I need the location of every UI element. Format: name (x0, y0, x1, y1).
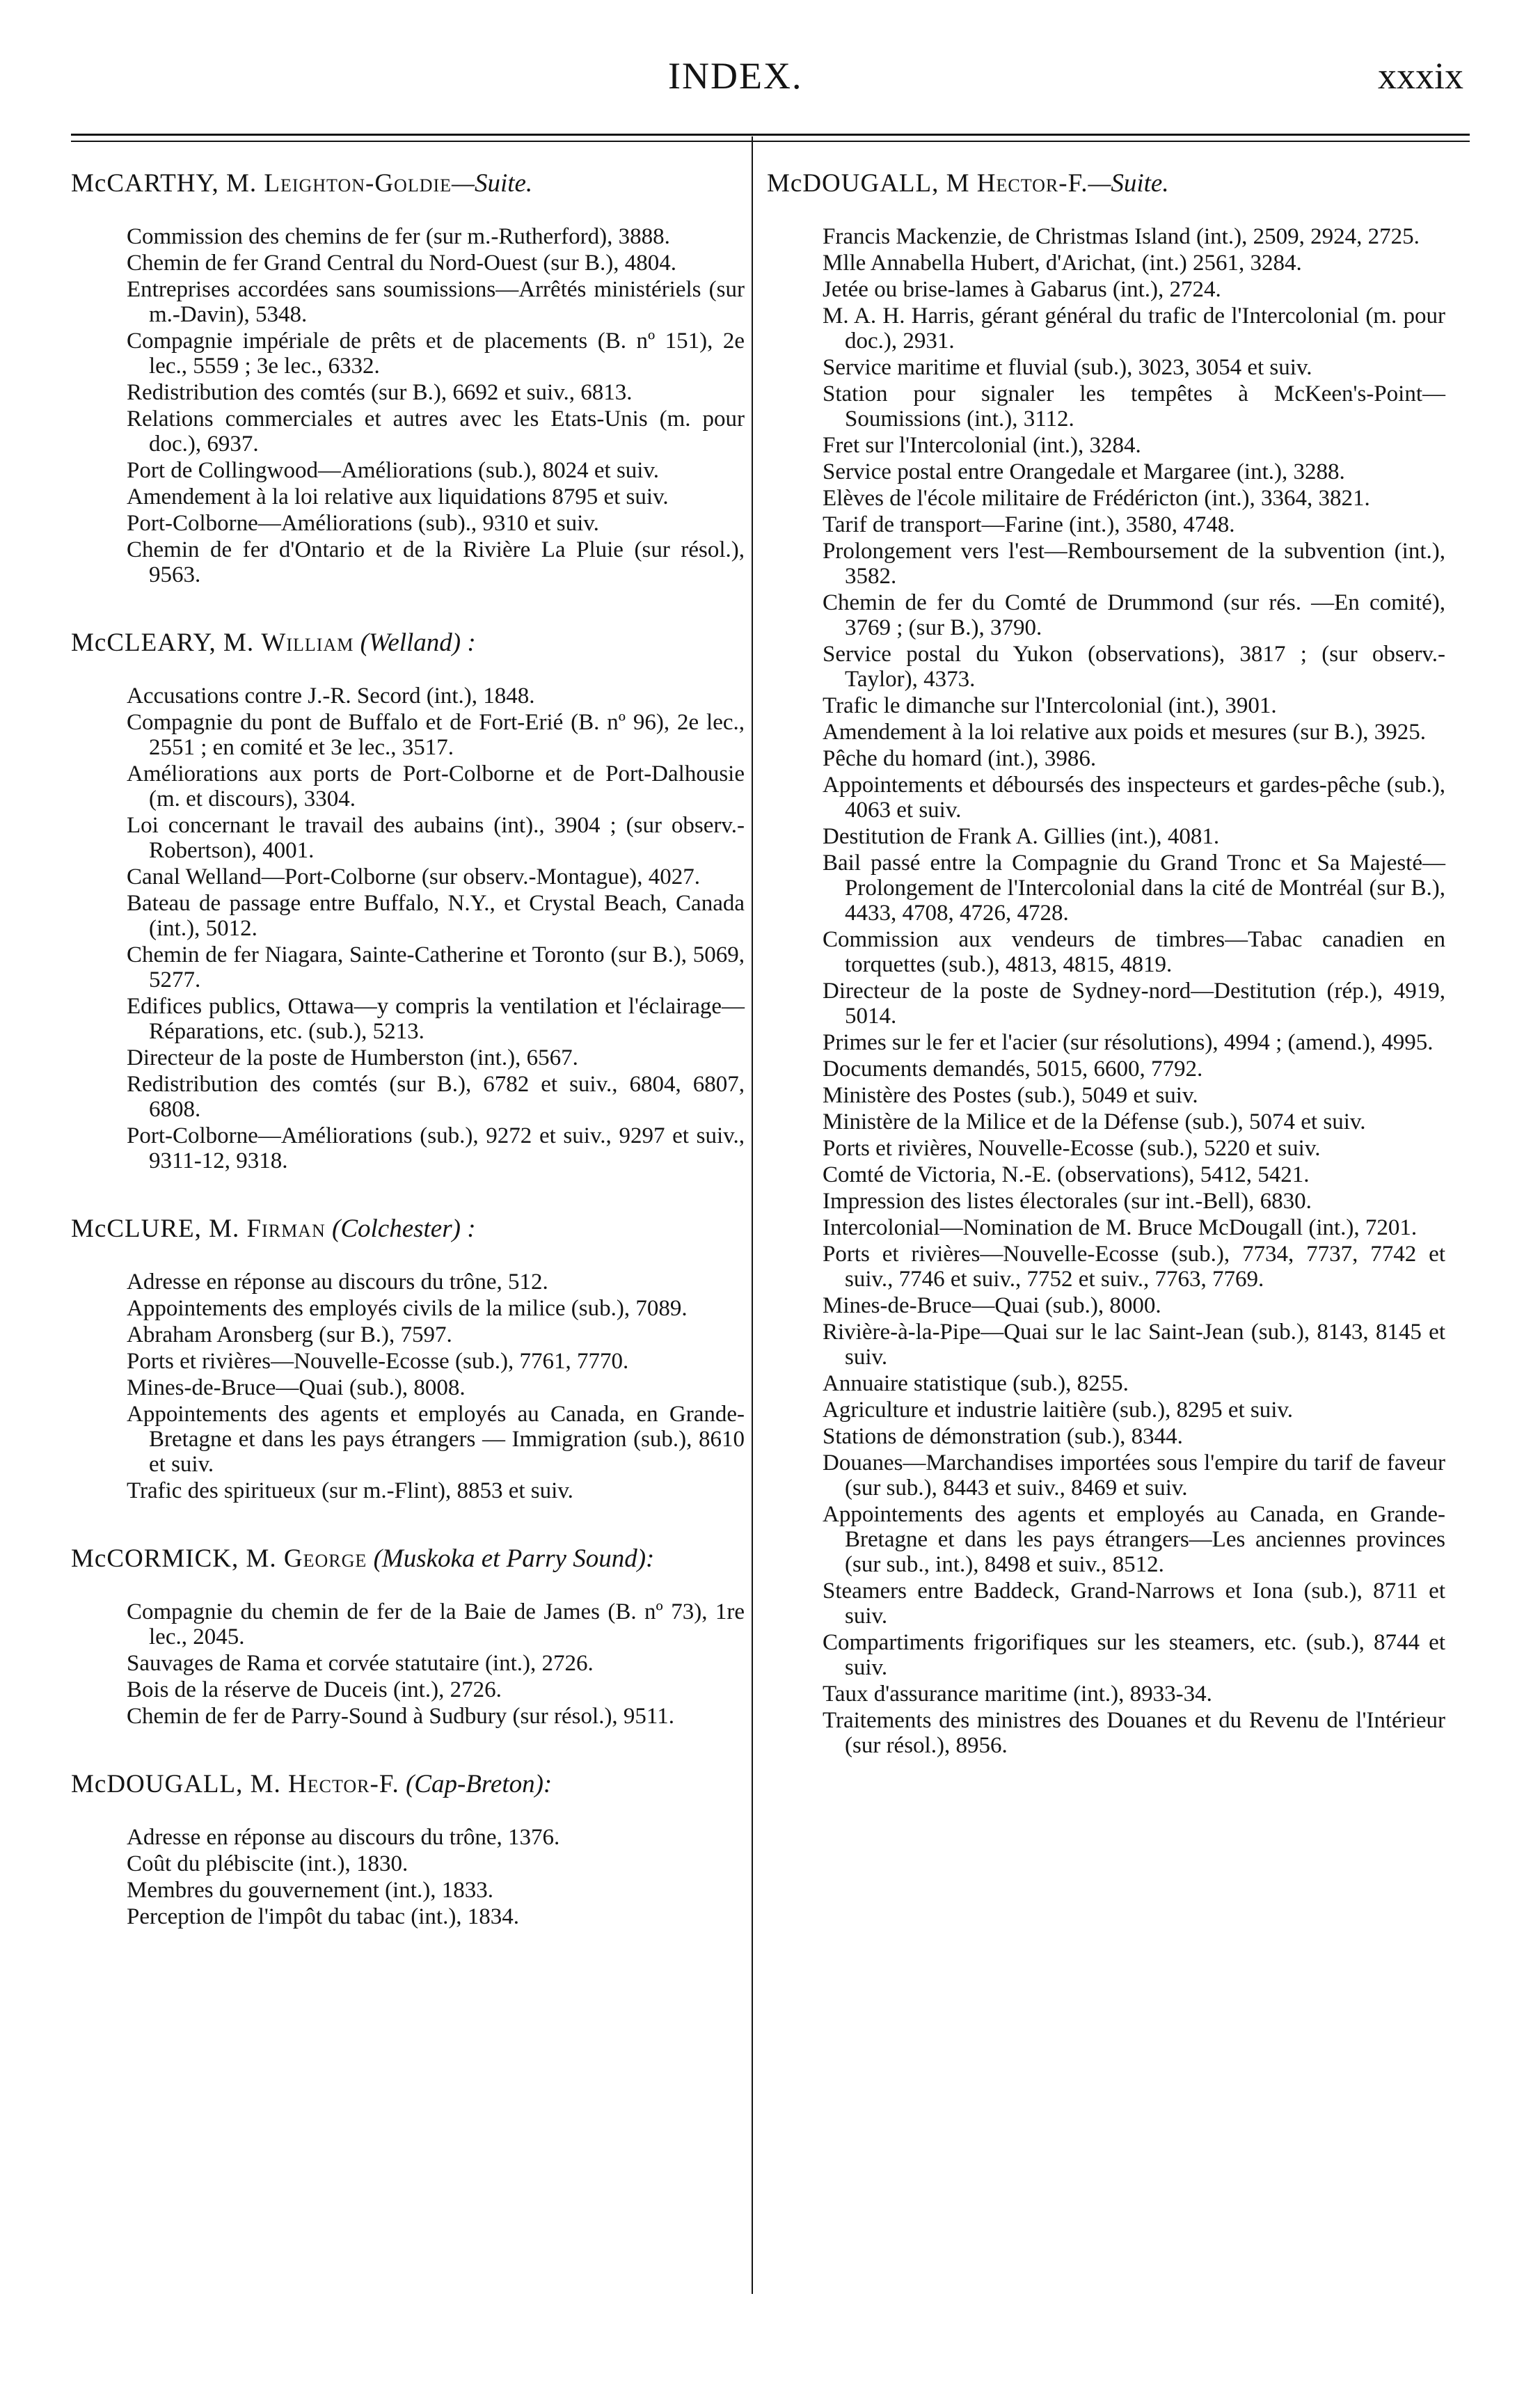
index-item: Chemin de fer de Parry-Sound à Sudbury (sur résol.), 9511. (127, 1704, 674, 1729)
index-item: Ports et rivières, Nouvelle-Ecosse (sub.), 5220 et suiv. (823, 1136, 1321, 1161)
member-riding: (Colchester) : (325, 1214, 476, 1243)
index-item: Rivière-à-la-Pipe—Quai sur le lac Saint-Jean (sub.), 8143, 8145 et suiv. (823, 1320, 1445, 1370)
index-item: Compagnie impériale de prêts et de placements (B. nº 151), 2e lec., 5559 ; 3e lec., 6332. (127, 329, 745, 379)
entry-heading (71, 1542, 745, 1576)
index-item: Service postal entre Orangedale et Margaree (int.), 3288. (823, 459, 1345, 484)
index-item: Coût du plébiscite (int.), 1830. (127, 1851, 408, 1876)
header-rule (71, 134, 1470, 136)
index-item: Prolongement vers l'est—Remboursement de la subvention (int.), 3582. (823, 539, 1445, 589)
index-item: Compartiments frigorifiques sur les steamers, etc. (sub.), 8744 et suiv. (823, 1630, 1445, 1680)
index-item: Appointements et déboursés des inspecteurs et gardes-pêche (sub.), 4063 et suiv. (823, 773, 1445, 823)
member-riding: —Suite. (1088, 169, 1169, 198)
entry-items (71, 683, 745, 1173)
page-number: xxxix (1378, 55, 1464, 97)
index-item: Traitements des ministres des Douanes et du Revenu de l'Intérieur (sur résol.), 8956. (823, 1708, 1445, 1758)
member-given-name: Hector-F. (976, 169, 1088, 198)
index-item: Ministère de la Milice et de la Défense (sub.), 5074 et suiv. (823, 1109, 1366, 1134)
index-item: Compagnie du pont de Buffalo et de Fort-Erié (B. nº 96), 2e lec., 2551 ; en comité et 3e lec., 3517. (127, 710, 745, 760)
index-item: Port de Collingwood—Améliorations (sub.), 8024 et suiv. (127, 458, 660, 483)
right-column (767, 167, 1445, 1759)
index-item: Port-Colborne—Améliorations (sub)., 9310 et suiv. (127, 511, 599, 536)
index-item: Sauvages de Rama et corvée statutaire (int.), 2726. (127, 1651, 594, 1676)
index-item: Loi concernant le travail des aubains (int)., 3904 ; (sur observ.-Robertson), 4001. (127, 813, 745, 863)
index-item: Redistribution des comtés (sur B.), 6692 et suiv., 6813. (127, 380, 633, 405)
index-item: Directeur de la poste de Sydney-nord—Destitution (rép.), 4919, 5014. (823, 979, 1445, 1029)
index-entry (767, 167, 1445, 1758)
index-item: Adresse en réponse au discours du trône, 1376. (127, 1825, 560, 1850)
entry-heading (767, 167, 1445, 200)
index-item: Ministère des Postes (sub.), 5049 et suiv. (823, 1083, 1198, 1108)
index-item: Station pour signaler les tempêtes à McKeen's-Point— Soumissions (int.), 3112. (823, 381, 1445, 432)
index-item: Entreprises accordées sans soumissions—Arrêtés ministériels (sur m.-Davin), 5348. (127, 277, 745, 327)
index-entry (71, 1768, 745, 1929)
index-item: Amendement à la loi relative aux poids et mesures (sur B.), 3925. (823, 720, 1426, 745)
index-item: Impression des listes électorales (sur int.-Bell), 6830. (823, 1189, 1312, 1214)
index-item: Steamers entre Baddeck, Grand-Narrows et Iona (sub.), 8711 et suiv. (823, 1578, 1445, 1629)
member-given-name: William (261, 628, 354, 657)
index-item: Directeur de la poste de Humberston (int.), 6567. (127, 1045, 578, 1070)
index-item: Taux d'assurance maritime (int.), 8933-34. (823, 1681, 1212, 1707)
member-name: McDOUGALL, M (767, 169, 977, 198)
index-item: Edifices publics, Ottawa—y compris la ventilation et l'éclairage—Réparations, etc. (sub.), 5213. (127, 994, 745, 1044)
index-item: Commission des chemins de fer (sur m.-Rutherford), 3888. (127, 224, 670, 249)
index-item: Compagnie du chemin de fer de la Baie de James (B. nº 73), 1re lec., 2045. (127, 1599, 745, 1649)
index-item: Service maritime et fluvial (sub.), 3023, 3054 et suiv. (823, 355, 1312, 380)
index-item: Service postal du Yukon (observations), 3817 ; (sur observ.-Taylor), 4373. (823, 642, 1445, 692)
index-item: Chemin de fer d'Ontario et de la Rivière La Pluie (sur résol.), 9563. (127, 537, 745, 587)
member-given-name: Firman (246, 1214, 326, 1243)
entry-heading (71, 1212, 745, 1246)
member-name: McCARTHY, M. (71, 169, 264, 198)
index-item: Mines-de-Bruce—Quai (sub.), 8008. (127, 1375, 466, 1400)
index-item: Tarif de transport—Farine (int.), 3580, 4748. (823, 512, 1235, 537)
entry-items (71, 1269, 745, 1503)
member-name: McCLURE, M. (71, 1214, 247, 1243)
index-item: Appointements des agents et employés au Canada, en Grande-Bretagne et dans les pays étrangers — Immigration (sub.), 8610 et suiv. (127, 1402, 745, 1477)
index-entry (71, 167, 745, 587)
index-item: Primes sur le fer et l'acier (sur résolutions), 4994 ; (amend.), 4995. (823, 1030, 1434, 1055)
entry-items (767, 224, 1445, 1758)
index-item: Accusations contre J.-R. Secord (int.), 1848. (127, 683, 535, 709)
index-item: Perception de l'impôt du tabac (int.), 1834. (127, 1904, 520, 1929)
index-item: Chemin de fer Niagara, Sainte-Catherine et Toronto (sur B.), 5069, 5277. (127, 942, 745, 992)
index-entry (71, 1542, 745, 1729)
index-item: Elèves de l'école militaire de Frédéricton (int.), 3364, 3821. (823, 486, 1370, 511)
index-item: Commission aux vendeurs de timbres—Tabac canadien en torquettes (sub.), 4813, 4815, 4819. (823, 927, 1445, 977)
member-name: McCORMICK, M. (71, 1544, 284, 1573)
index-item: Douanes—Marchandises importées sous l'empire du tarif de faveur (sur sub.), 8443 et suiv., 8469 et suiv. (823, 1450, 1445, 1501)
entry-heading (71, 1768, 745, 1801)
index-item: Trafic le dimanche sur l'Intercolonial (int.), 3901. (823, 693, 1277, 718)
member-given-name: Hector-F. (288, 1770, 399, 1798)
member-riding: (Muskoka et Parry Sound): (367, 1544, 655, 1573)
member-riding: —Suite. (452, 169, 533, 198)
header-rule-double (71, 141, 1470, 142)
left-column (71, 167, 745, 1931)
index-item: Ports et rivières—Nouvelle-Ecosse (sub.), 7761, 7770. (127, 1349, 629, 1374)
index-item: Canal Welland—Port-Colborne (sur observ.-Montague), 4027. (127, 864, 701, 889)
index-item: Port-Colborne—Améliorations (sub.), 9272 et suiv., 9297 et suiv., 9311-12, 9318. (127, 1123, 745, 1173)
page-header (0, 54, 1540, 103)
entry-items (71, 1825, 745, 1929)
index-item: Chemin de fer du Comté de Drummond (sur rés. —En comité), 3769 ; (sur B.), 3790. (823, 590, 1445, 640)
index-item: Redistribution des comtés (sur B.), 6782 et suiv., 6804, 6807, 6808. (127, 1072, 745, 1122)
index-item: Améliorations aux ports de Port-Colborne et de Port-Dalhousie (m. et discours), 3304. (127, 761, 745, 812)
entry-items (71, 224, 745, 587)
index-item: Ports et rivières—Nouvelle-Ecosse (sub.), 7734, 7737, 7742 et suiv., 7746 et suiv., 7752 et suiv., 7763, 7769. (823, 1242, 1445, 1292)
member-riding: (Cap-Breton): (399, 1770, 553, 1798)
member-given-name: George (283, 1544, 367, 1573)
index-item: Destitution de Frank A. Gillies (int.), 4081. (823, 824, 1220, 849)
index-item: Intercolonial—Nomination de M. Bruce McDougall (int.), 7201. (823, 1215, 1418, 1240)
index-item: M. A. H. Harris, gérant général du trafic de l'Intercolonial (m. pour doc.), 2931. (823, 303, 1445, 354)
index-item: Stations de démonstration (sub.), 8344. (823, 1424, 1183, 1449)
index-item: Fret sur l'Intercolonial (int.), 3284. (823, 433, 1141, 458)
index-item: Membres du gouvernement (int.), 1833. (127, 1878, 493, 1903)
index-item: Appointements des employés civils de la milice (sub.), 7089. (127, 1296, 688, 1321)
index-item: Appointements des agents et employés au Canada, en Grande-Bretagne et dans les pays étrangers—Les anciennes provinces (sur sub., int.), 8498 et suiv., 8512. (823, 1502, 1445, 1577)
index-item: Abraham Aronsberg (sur B.), 7597. (127, 1322, 452, 1347)
index-item: Relations commerciales et autres avec les Etats-Unis (m. pour doc.), 6937. (127, 406, 745, 457)
index-item: Bail passé entre la Compagnie du Grand Tronc et Sa Majesté—Prolongement de l'Intercolonial dans la cité de Montréal (sur B.), 4433, 4708, 4726, 4728. (823, 850, 1445, 926)
index-item: Francis Mackenzie, de Christmas Island (int.), 2509, 2924, 2725. (823, 224, 1420, 249)
index-item: Trafic des spiritueux (sur m.-Flint), 8853 et suiv. (127, 1478, 573, 1503)
index-item: Amendement à la loi relative aux liquidations 8795 et suiv. (127, 484, 669, 509)
index-item: Adresse en réponse au discours du trône, 512. (127, 1269, 548, 1295)
index-entry (71, 1212, 745, 1503)
index-item: Mlle Annabella Hubert, d'Arichat, (int.) 2561, 3284. (823, 251, 1302, 276)
page-title: INDEX. (668, 55, 803, 97)
index-item: Comté de Victoria, N.-E. (observations), 5412, 5421. (823, 1162, 1310, 1187)
index-item: Chemin de fer Grand Central du Nord-Ouest (sur B.), 4804. (127, 251, 676, 276)
index-item: Agriculture et industrie laitière (sub.), 8295 et suiv. (823, 1398, 1294, 1423)
index-item: Annuaire statistique (sub.), 8255. (823, 1371, 1129, 1396)
index-entry (71, 626, 745, 1173)
index-item: Bateau de passage entre Buffalo, N.Y., et Crystal Beach, Canada (int.), 5012. (127, 891, 745, 941)
member-given-name: Leighton-Goldie (264, 169, 452, 198)
entry-items (71, 1599, 745, 1729)
index-item: Bois de la réserve de Duceis (int.), 2726. (127, 1677, 502, 1702)
index-item: Mines-de-Bruce—Quai (sub.), 8000. (823, 1293, 1161, 1318)
member-name: McDOUGALL, M. (71, 1770, 289, 1798)
column-divider (752, 136, 753, 2294)
index-item: Jetée ou brise-lames à Gabarus (int.), 2724. (823, 277, 1221, 302)
index-item: Documents demandés, 5015, 6600, 7792. (823, 1056, 1203, 1082)
entry-heading (71, 626, 745, 660)
index-item: Pêche du homard (int.), 3986. (823, 746, 1097, 771)
member-name: McCLEARY, M. (71, 628, 262, 657)
member-riding: (Welland) : (354, 628, 476, 657)
entry-heading (71, 167, 745, 200)
